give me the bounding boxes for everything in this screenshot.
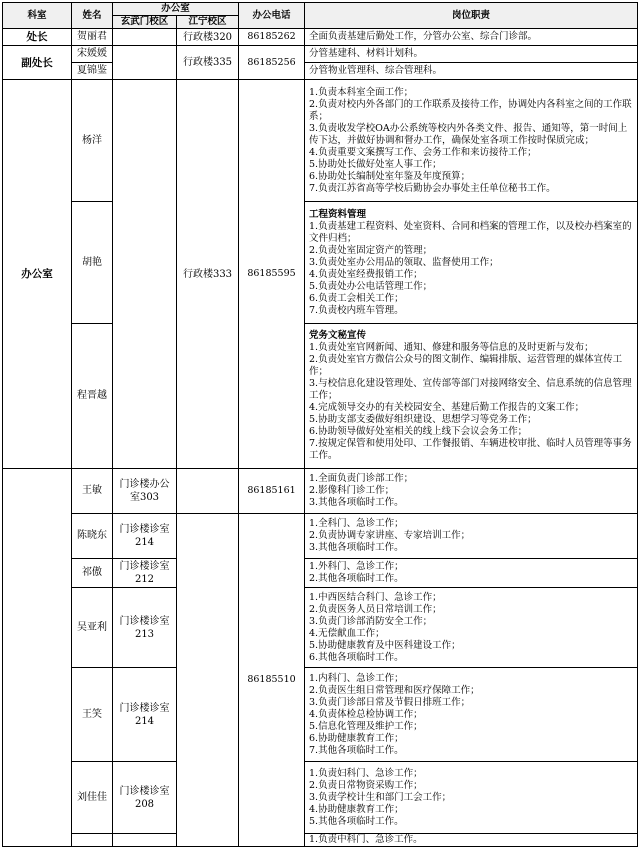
office-xw: 门诊楼诊室213	[113, 588, 177, 668]
office-xw	[113, 46, 177, 80]
duty-cell	[305, 668, 638, 762]
duty-line: 2.负责医生组日常管理和医疗保障工作；	[309, 684, 480, 696]
duty-cell	[305, 559, 638, 588]
dept-fuchuzhang: 副处长	[3, 46, 72, 80]
header-dept: 科室	[3, 3, 72, 29]
duty-cell	[305, 514, 638, 559]
person-name: 程晋越	[72, 324, 113, 469]
person-name	[72, 834, 113, 847]
phone: 86185262	[239, 29, 305, 46]
duty-line: 7.其他各项临时工作。	[309, 744, 404, 756]
header-phone: 办公电话	[239, 3, 305, 29]
duty-line: 3.负责处室办公用品的领取、监督使用工作；	[309, 256, 499, 268]
duty-line: 6.协助健康教育工作；	[309, 732, 404, 744]
header-campus-jn: 江宁校区	[177, 16, 239, 29]
duty-line: 6.负责工会相关工作；	[309, 292, 404, 304]
person-name: 刘佳佳	[72, 762, 113, 834]
duty-cell	[305, 202, 638, 324]
office-xw	[113, 834, 177, 847]
duty-line: 2.负责处室官方微信公众号的图文制作、编辑排版、运营管理的媒体宣传工作；	[309, 354, 623, 377]
duty-line: 3.其他各项临时工作。	[309, 497, 404, 508]
person-name: 胡艳	[72, 202, 113, 324]
duty-text: 分管基建科、材料计划科。	[305, 46, 638, 63]
duty-line: 1.负责处室官网新闻、通知、修建和服务等信息的及时更新与发布；	[309, 342, 594, 353]
duty-line: 2.负责协调专家讲座、专家培训工作；	[309, 530, 471, 541]
dept-clinic	[3, 469, 72, 847]
duty-line: 1.中西医结合科门、急诊工作；	[309, 591, 442, 603]
office-jn: 行政楼320	[177, 29, 239, 46]
duty-line: 4.负责重要文案撰写工作、会务工作和来访接待工作；	[309, 146, 537, 158]
person-name: 宋媛媛	[72, 46, 113, 63]
office-xw	[113, 29, 177, 46]
office-jn	[177, 514, 239, 847]
duty-line: 2.负责对校内外各部门的工作联系及接待工作，协调处内各科室之间的工作联系；	[309, 98, 632, 122]
duty-line: 1.外科门、急诊工作；	[309, 561, 404, 572]
duty-line: 4.负责处室经费报销工作；	[309, 268, 423, 280]
duty-line: 1.全科门、急诊工作；	[309, 518, 404, 529]
person-name: 祁傲	[72, 559, 113, 588]
duty-line: 4.完成领导交办的有关校园安全、基建后勤工作报告的文案工作；	[309, 402, 585, 413]
person-name: 杨洋	[72, 80, 113, 202]
header-campus-xw: 玄武门校区	[113, 16, 177, 29]
duty-text: 1.负责中科门、急诊工作。	[305, 834, 638, 847]
office-xw	[113, 80, 177, 469]
duty-text: 分管物业管理科、综合管理科。	[305, 63, 638, 80]
phone: 86185256	[239, 46, 305, 80]
duty-cell	[305, 324, 638, 469]
duty-line: 7.按规定保管和使用处印、工作餐报销、车辆进校审批、临时人员管理等事务工作。	[309, 438, 632, 461]
duty-line: 5.信息化管理及维护工作；	[309, 720, 423, 732]
duty-line: 5.负责处办公电话管理工作；	[309, 280, 433, 292]
person-name: 王敏	[72, 469, 113, 514]
header-duty: 岗位职责	[305, 3, 638, 29]
duty-line: 2.负责日常物资采购工作；	[309, 779, 423, 791]
duty-line: 4.协助健康教育工作；	[309, 803, 404, 815]
duty-line: 2.影像科门诊工作；	[309, 485, 395, 496]
office-xw: 门诊楼诊室214	[113, 668, 177, 762]
person-name: 贺丽君	[72, 29, 113, 46]
duty-line: 5.协助健康教育及中医科建设工作；	[309, 639, 461, 651]
duty-line: 2.其他各项临时工作。	[309, 573, 404, 584]
duty-line: 6.协助领导做好处室相关的线上线下会议会务工作；	[309, 426, 528, 437]
header-name: 姓名	[72, 3, 113, 29]
phone: 86185595	[239, 80, 305, 469]
person-name: 吴亚利	[72, 588, 113, 668]
duty-line: 4.无偿献血工作；	[309, 627, 385, 639]
duty-cell	[305, 762, 638, 834]
duty-line: 5.协助处长做好处室人事工作；	[309, 158, 442, 170]
header-office: 办公室	[113, 3, 239, 16]
duty-line: 7.负责校内班车管理。	[309, 304, 404, 316]
dept-office: 办公室	[3, 80, 72, 469]
duty-line: 3.其他各项临时工作。	[309, 542, 404, 553]
duty-line: 3.负责学校计生和部门工会工作；	[309, 791, 452, 803]
duty-title: 党务文秘宣传	[309, 330, 367, 341]
duty-line: 1.全面负责门诊部工作；	[309, 473, 414, 484]
duty-line: 2.负责医务人员日常培训工作；	[309, 603, 442, 615]
duty-cell	[305, 80, 638, 202]
duty-line: 5.协助支部支委做好组织建设、思想学习等党务工作；	[309, 414, 537, 425]
office-xw: 门诊楼诊室212	[113, 559, 177, 588]
duty-line: 3.负责收发学校OA办公系统等校内外各类文件、报告、通知等，第一时间上传下达，并做好协调和督办工作，确保处室各项工作按时保质完成；	[309, 122, 628, 146]
duty-cell	[305, 469, 638, 514]
duty-line: 2.负责处室固定资产的管理；	[309, 244, 433, 256]
office-xw: 门诊楼办公室303	[113, 469, 177, 514]
duty-line: 1.负责本科室全面工作；	[309, 86, 414, 98]
duty-line: 1.负责基建工程资料、处室资料、合同和档案的管理工作，以及校办档案室的文件归档；	[309, 220, 632, 244]
duty-text: 全面负责基建后勤处工作，分管办公室、综合门诊部。	[305, 29, 638, 46]
duty-line: 5.其他各项临时工作。	[309, 815, 404, 827]
duty-title: 工程资料管理	[309, 208, 367, 220]
duty-line: 6.协助处长编制处室年鉴及年度预算；	[309, 170, 471, 182]
duty-line: 1.内科门、急诊工作；	[309, 672, 404, 684]
duty-line: 4.负责体检总检协调工作；	[309, 708, 423, 720]
duty-cell	[305, 588, 638, 668]
duty-line: 3.与校信息化建设管理处、宣传部等部门对接网络安全、信息系统的信息管理工作；	[309, 378, 632, 401]
phone: 86185510	[239, 514, 305, 847]
person-name: 夏锦鉴	[72, 63, 113, 80]
duty-table	[2, 2, 638, 847]
duty-line: 1.负责妇科门、急诊工作；	[309, 767, 423, 779]
person-name: 王笑	[72, 668, 113, 762]
duty-line: 6.其他各项临时工作。	[309, 651, 404, 663]
duty-line: 7.负责江苏省高等学校后勤协会办事处主任单位秘书工作。	[309, 182, 556, 194]
office-jn	[177, 469, 239, 514]
person-name: 陈晓东	[72, 514, 113, 559]
office-jn: 行政楼333	[177, 80, 239, 469]
office-xw: 门诊楼诊室208	[113, 762, 177, 834]
dept-chuzhang: 处长	[3, 29, 72, 46]
duty-line: 3.负责门诊部消防安全工作；	[309, 615, 433, 627]
duty-line: 3.负责门诊部日常及节假日排班工作；	[309, 696, 471, 708]
office-jn: 行政楼335	[177, 46, 239, 80]
phone: 86185161	[239, 469, 305, 514]
office-xw: 门诊楼诊室214	[113, 514, 177, 559]
